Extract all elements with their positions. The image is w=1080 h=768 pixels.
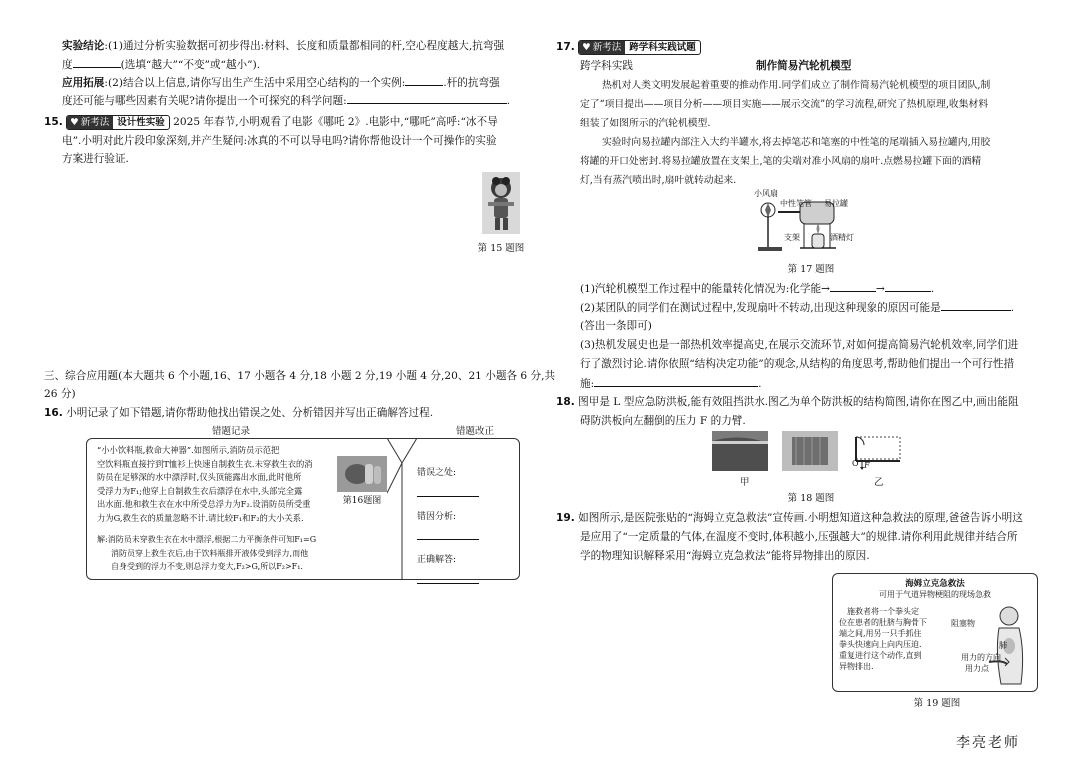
q15-text-line1: 2025 年春节,小明观看了电影《哪吒 2》.电影中,“哪吒”高呼:“冰不导	[173, 116, 498, 128]
app-label: 应用拓展	[62, 77, 105, 89]
q18-figure-jia-photo2	[782, 431, 838, 471]
error-where-label: 错误之处:	[417, 468, 457, 478]
answer-blank[interactable]	[347, 92, 507, 104]
app-text-b: .杆的抗弯强	[443, 77, 500, 89]
q17-para1-line: 热机对人类文明发展起着重要的推动作用.同学们成立了制作简易汽轮机模型的项目团队,制	[602, 80, 991, 91]
record-line: 防员在足够深的水中漂浮时,仅头顶能露出水面,此时他所	[97, 472, 302, 482]
q16-record-box	[86, 438, 520, 580]
q18-text-line2: 碍防洪板向左翻倒的压力 F 的力臂.	[580, 415, 746, 427]
q17-sub2-text: (2)某团队的同学们在测试过程中,发现扇叶不转动,出现这种现象的原因可能是	[580, 302, 941, 314]
arrow: →	[875, 283, 885, 295]
section3-heading: 三、综合应用题(本大题共 6 个小题,16、17 小题各 4 分,18 小题 2 分,19 小题 4 分,20、21 小题各 6 分,共	[44, 370, 556, 382]
q17-caption: 第 17 题图	[787, 264, 835, 275]
q19-text-line3: 学的物理知识解释采用“海姆立克急救法”能将异物排出的原因.	[580, 550, 870, 562]
q17-para2-line: 灯,当有蒸汽喷出时,扇叶就转动起来.	[580, 175, 737, 186]
lightbulb-icon: ♥	[582, 41, 591, 53]
label-pen: 中性笔管	[780, 199, 812, 208]
answer-blank[interactable]	[417, 572, 479, 584]
lightbulb-icon: ♥	[70, 116, 79, 128]
q18-number: 18.	[556, 396, 575, 408]
poster-line: 重复进行这个动作,直到	[839, 651, 922, 660]
record-line: 受浮力为F₁;他穿上自制救生衣后漂浮在水中,头部完全露	[97, 485, 303, 496]
q17-para1-line: 定了“项目提出——项目分析——项目实施——展示交流”的学习流程,研究了热机原理,收集材料	[580, 99, 989, 110]
q18-text-line1: 图甲是 L 型应急防洪板,能有效阻挡洪水.图乙为单个防洪板的结构简图,请你在图乙中,画出能阻	[578, 396, 1019, 408]
answer-blank[interactable]	[594, 375, 758, 387]
q16-titles	[86, 423, 518, 437]
q18-figure-jia-photo1	[712, 431, 768, 471]
q15-text-line3: 方案进行验证.	[62, 153, 129, 165]
q17-para1-line: 组装了如图所示的汽轮机模型.	[580, 118, 711, 129]
label-lung: 肺	[999, 641, 1007, 650]
poster-line: 拳头快速向上向内压迫.	[839, 640, 922, 649]
poster-line: 异物排出.	[839, 662, 874, 671]
label-yi: 乙	[874, 477, 884, 488]
exp-conclusion-line1	[62, 38, 524, 55]
poster-subtitle: 可用于气道异物梗阻的现场急救	[879, 590, 991, 599]
record-solution	[97, 533, 387, 574]
label-blockage: 阻塞物	[951, 619, 975, 628]
record-line: 空饮料瓶直接拧到T恤衫上快速自制救生衣.未穿救生衣的消	[97, 458, 313, 469]
record-line: 力为G,救生衣的质量忽略不计.请比较F₁和F₂的大小关系.	[97, 512, 304, 523]
poster-line: 端之间,用另一只手抓住	[839, 629, 922, 638]
q17-sub1: (1)汽轮机模型工作过程中的能量转化情况为:化学能→ → .	[580, 280, 1040, 298]
exp-conclusion-label: 实验结论	[62, 40, 105, 52]
q19-text-line1: 如图所示,是医院张贴的“海姆立克急救法”宣传画.小明想知道这种急救法的原理,爸爸告诉小明这	[578, 512, 1023, 524]
q18-figure-yi-diagram	[850, 431, 906, 471]
section3-heading-line2: 26 分)	[44, 388, 76, 400]
label-force-direction: 用力的方向	[961, 653, 1001, 662]
poster-line: 位在患者的肚脐与胸骨下	[839, 618, 927, 627]
app-text-a: :(2)结合以上信息,请你写出生产生活中采用空心结构的一个实例:	[104, 77, 406, 89]
q15-number: 15.	[44, 116, 63, 128]
q15-line1	[44, 114, 524, 131]
answer-blank[interactable]	[73, 56, 121, 68]
q17-para2-line: 将罐的开口处密封.将易拉罐放置在支架上,笔的尖端对准小风扇的扇叶.点燃易拉罐下面的酒精	[580, 156, 982, 167]
app-extension-line1	[62, 74, 524, 92]
answer-blank[interactable]	[417, 485, 479, 497]
q16-text: 小明记录了如下错题,请你帮助他找出错误之处、分析错因并写出正确解答过程.	[66, 407, 434, 419]
answer-blank[interactable]	[417, 528, 479, 540]
q17-subject: 跨学科实践	[580, 60, 633, 72]
q19-text-line2: 是应用了“一定质量的气体,在温度不变时,体积越小,压强越大”的规律.请你利用此规律并结合所	[580, 531, 1018, 543]
correct-answer-label: 正确解答:	[417, 555, 457, 565]
exp-conclusion-line2-b: (选填“越大”“不变”或“越小”).	[120, 59, 261, 71]
q18-caption: 第 18 题图	[787, 493, 835, 504]
correct-title: 错题改正	[455, 426, 494, 437]
q19-line1	[556, 510, 1040, 527]
teacher-signature: 李亮老师	[956, 735, 1020, 751]
exp-conclusion-line2-a: 度	[62, 59, 73, 71]
record-line: “小小饮料瓶,救命大神器”.如图所示,消防员示范把	[97, 445, 280, 455]
label-fan: 小风扇	[754, 189, 778, 198]
q16-number: 16.	[44, 407, 63, 419]
label-o: O	[852, 459, 859, 468]
exp-conclusion-text: :(1)通过分析实验数据可初步得出:材料、长度和质量都相同的杆,空心程度越大,抗弯强	[104, 40, 505, 52]
q17-figure-turbine	[756, 190, 868, 254]
tag-dark-label: 新考法	[592, 41, 622, 53]
app-line2: 度还可能与哪些因素有关呢?请你提出一个可探究的科学问题:	[62, 95, 347, 107]
solution-line: 解:消防员未穿救生衣在水中漂浮,根据二力平衡条件可知F₁=G	[97, 535, 317, 544]
q17-number: 17.	[556, 41, 575, 53]
label-force-point: 用力点	[965, 664, 989, 673]
q17-sub3-label: 施:	[580, 378, 595, 390]
solution-line: 自身受到的浮力不变,则总浮力变大,F₂>G,所以F₂>F₁.	[111, 562, 303, 571]
error-reason-label: 错因分析:	[417, 511, 457, 522]
q17-sub3-line3: 施: .	[580, 375, 1040, 393]
q15-caption: 第 15 题图	[477, 243, 525, 254]
exp-conclusion-line2	[62, 56, 524, 74]
label-lamp: 酒精灯	[830, 233, 854, 242]
poster-line: 施救者将一个拳头定	[847, 607, 919, 616]
q16-caption: 第16题图	[342, 496, 382, 506]
q17-sub2: (2)某团队的同学们在测试过程中,发现扇叶不转动,出现这种现象的原因可能是 .	[580, 299, 1040, 317]
q16-line	[44, 405, 524, 422]
answer-blank[interactable]	[885, 280, 931, 292]
solution-line: 消防员穿上救生衣后,由于饮料瓶排开液体受到浮力,而他	[111, 548, 309, 558]
correction-area	[417, 467, 513, 584]
q17-project-title: 制作简易汽轮机模型	[756, 60, 852, 72]
record-title: 错题记录	[211, 426, 250, 437]
label-jia: 甲	[740, 477, 750, 488]
poster-human-figure	[981, 602, 1033, 688]
record-line: 出水面.他和救生衣在水中所受总浮力为F₂.设消防员所受重	[97, 499, 311, 509]
app-extension-line2: 度还可能与哪些因素有关呢?请你提出一个可探究的科学问题: .	[62, 92, 524, 110]
q17-sub3-line1: (3)热机发展史也是一部热机效率提高史,在展示交流环节,对如何提高简易汽轮机效率,同学们进	[580, 339, 1019, 351]
q17-sub3-line2: 行了激烈讨论.请你依照“结构决定功能”的观念,从结构的角度思考,帮助他们提出一个可行性措	[580, 358, 1015, 370]
q15-tag	[66, 115, 170, 130]
label-stand: 支架	[784, 233, 800, 242]
tag-dark-label: 新考法	[80, 116, 110, 128]
record-problem-text	[97, 444, 337, 525]
q15-figure-nezha	[482, 172, 520, 234]
label-f: F	[864, 461, 870, 470]
q16-figure-firefighter	[337, 456, 387, 492]
q19-poster	[832, 573, 1038, 692]
q19-caption: 第 19 题图	[913, 698, 961, 709]
q17-tag	[578, 40, 701, 55]
tag-light-label: 设计性实验	[117, 116, 165, 128]
answer-blank[interactable]	[405, 74, 443, 86]
label-can: 易拉罐	[824, 199, 848, 208]
tag-light-label: 跨学科实践试题	[629, 41, 696, 53]
q17-sub2-note: (答出一条即可)	[580, 320, 652, 332]
q17-sub1-text: (1)汽轮机模型工作过程中的能量转化情况为:化学能→	[580, 283, 830, 295]
q17-header	[556, 39, 1040, 56]
answer-blank[interactable]	[830, 280, 876, 292]
poster-title: 海姆立克急救法	[905, 579, 965, 589]
poster-body	[839, 606, 949, 672]
q15-text-line2: 电”.小明对此片段印象深刻,并产生疑问:冰真的不可以导电吗?请你帮他设计一个可操作的实验	[62, 135, 497, 147]
q19-number: 19.	[556, 512, 575, 524]
q18-line1	[556, 394, 1040, 411]
answer-blank[interactable]	[941, 299, 1011, 311]
q17-para2-line: 实验时向易拉罐内部注入大约半罐水,将去掉笔芯和笔塞的中性笔的尾端插入易拉罐内,用胶	[602, 137, 991, 148]
